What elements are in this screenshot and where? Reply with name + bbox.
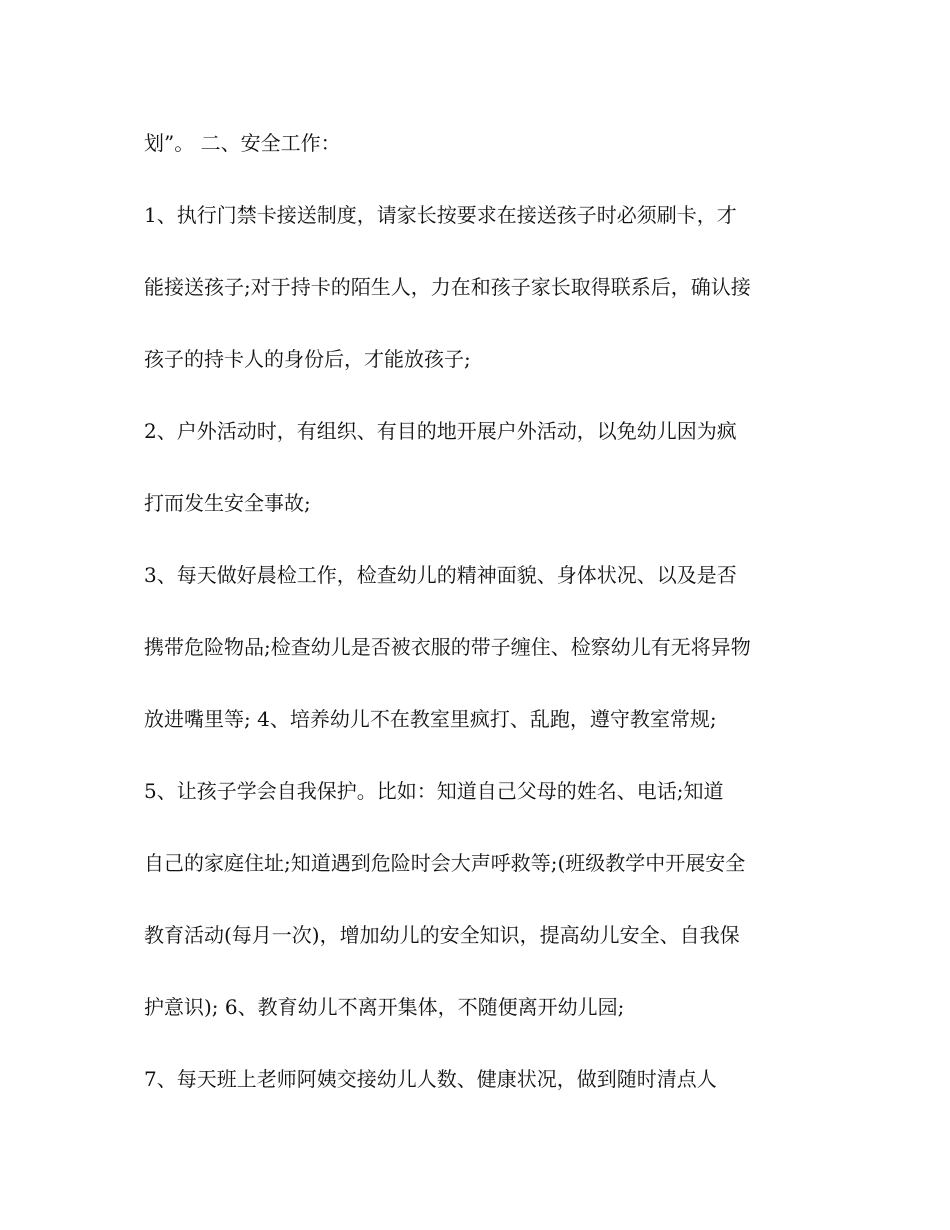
text-line: 孩子的持卡人的身份后，才能放孩子; (144, 347, 471, 371)
text-line: 能接送孩子;对于持卡的陌生人，力在和孩子家长取得联系后，确认接 (144, 275, 751, 299)
text-line: 自己的家庭住址;知道遇到危险时会大声呼救等;(班级教学中开展安全 (144, 851, 746, 875)
text-line: 7、每天班上老师阿姨交接幼儿人数、健康状况，做到随时清点人 (144, 1067, 717, 1091)
text-line: 教育活动(每月一次)，增加幼儿的安全知识，提高幼儿安全、自我保 (144, 923, 740, 947)
text-line: 放进嘴里等; 4、培养幼儿不在教室里疯打、乱跑，遵守教室常规; (144, 707, 717, 731)
text-line: 护意识); 6、教育幼儿不离开集体，不随便离开幼儿园; (144, 995, 625, 1019)
text-line: 5、让孩子学会自我保护。比如：知道自己父母的姓名、电话;知道 (144, 779, 724, 803)
text-line: 3、每天做好晨检工作，检查幼儿的精神面貌、身体状况、以及是否 (144, 563, 737, 587)
text-line: 划”。 二、安全工作： (144, 131, 341, 155)
text-line: 1、执行门禁卡接送制度，请家长按要求在接送孩子时必须刷卡，才 (144, 203, 737, 227)
text-line: 2、户外活动时，有组织、有目的地开展户外活动，以免幼儿因为疯 (144, 419, 737, 443)
text-line: 打而发生安全事故; (144, 491, 311, 515)
text-line: 携带危险物品;检查幼儿是否被衣服的带子缠住、检察幼儿有无将异物 (144, 635, 751, 659)
